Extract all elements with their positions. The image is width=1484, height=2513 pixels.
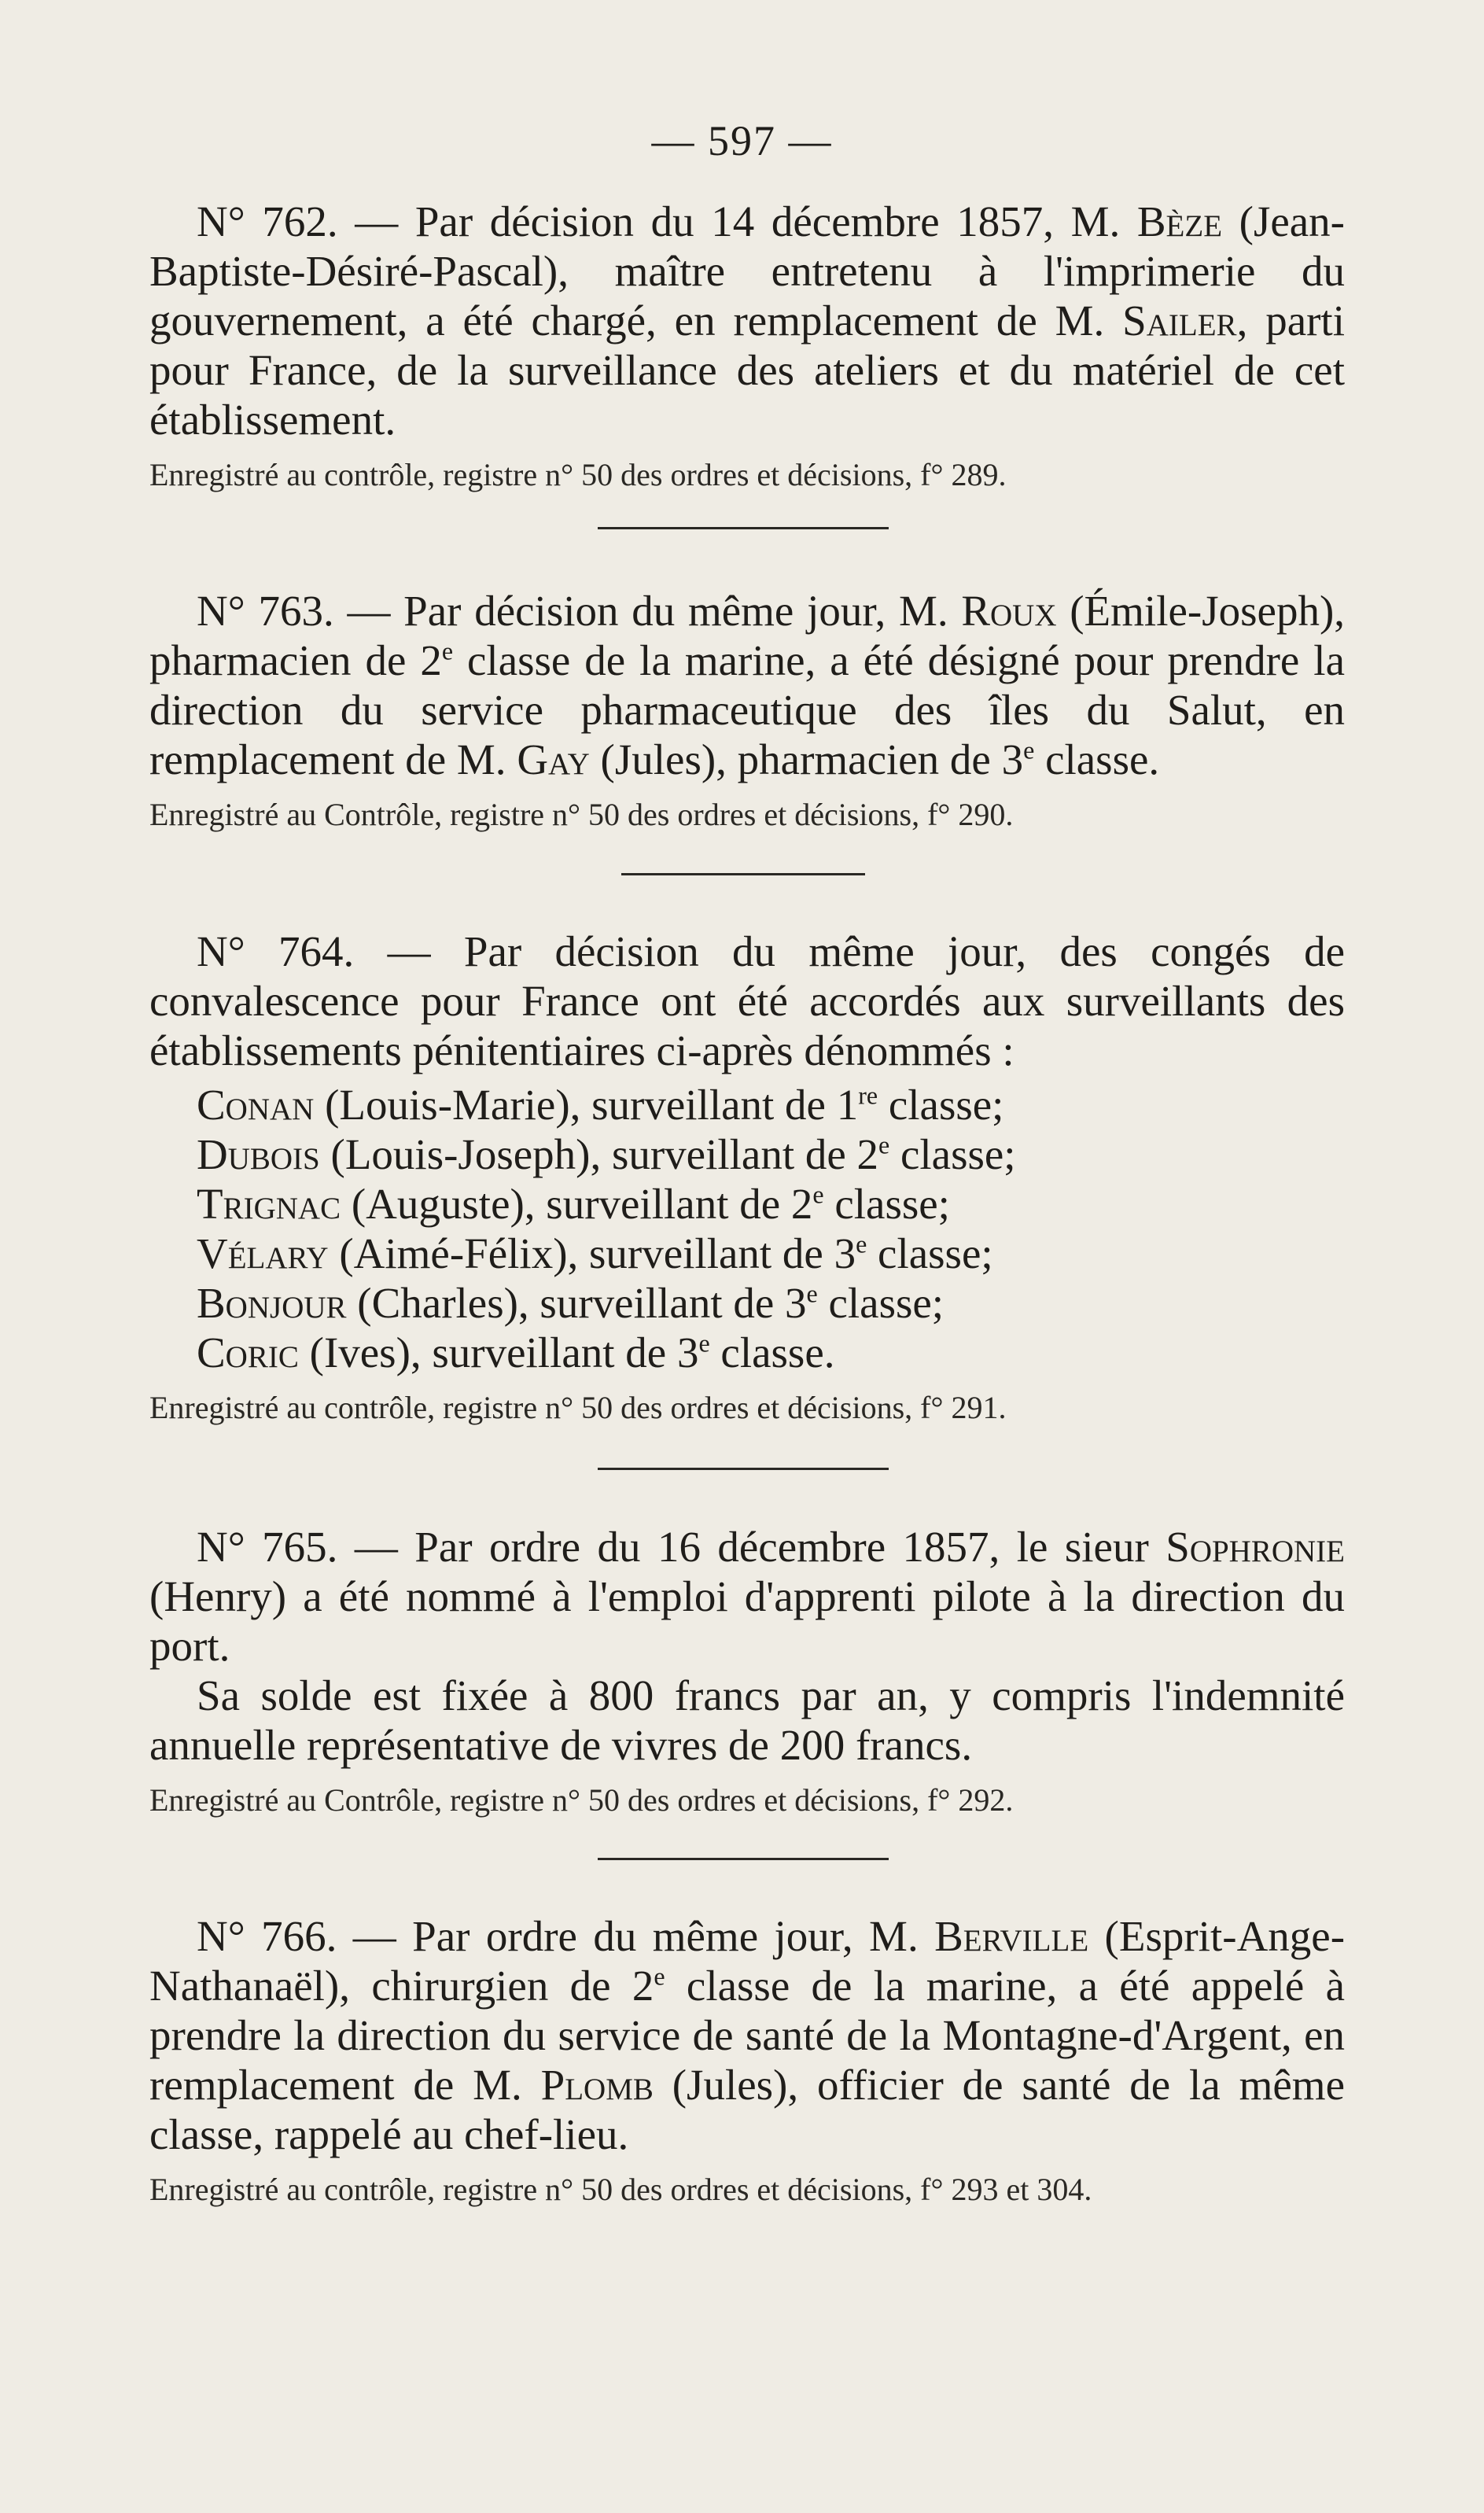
divider (598, 1858, 889, 1860)
registry-note: Enregistré au Contrôle, registre n° 50 des ordres et décisions, f° 292. (149, 1782, 1014, 1818)
list-item: Trignac (Auguste), surveillant de 2e classe; (197, 1180, 950, 1228)
list-item: Coric (Ives), surveillant de 3e classe. (197, 1328, 835, 1376)
person-name: Sailer (1122, 297, 1237, 345)
entry-762-text: N° 762. — Par décision du 14 décembre 1857, M. Bèze (Jean-Baptiste-Désiré-Pascal), maître entretenu à l'imprimerie du gouvernement, a été chargé, en remplacement de M. Sailer, parti pour France, de la surveillance des ateliers et du matériel de cet établissement. (149, 197, 1346, 444)
entry-763-text: N° 763. — Par décision du même jour, M. Roux (Émile-Joseph), pharmacien de 2e classe de la marine, a été désigné pour prendre la direction du service pharmaceutique des îles du Salut, en remplacement de M. Gay (Jules), pharmacien de 3e classe. (149, 587, 1346, 783)
list-item: Dubois (Louis-Joseph), surveillant de 2e classe; (197, 1130, 1016, 1178)
divider (621, 873, 865, 875)
entry-765-text-2: Sa solde est fixée à 800 francs par an, y compris l'indemnité annuelle représentative de vivres de 200 francs. (149, 1671, 1345, 1769)
entry-766 (149, 1911, 1345, 2211)
person-name: Roux (961, 587, 1057, 635)
list-item: Conan (Louis-Marie), surveillant de 1re classe; (197, 1081, 1004, 1129)
page-number: — 597 — (651, 117, 833, 164)
entry-764 (149, 927, 1345, 1429)
person-name: Sophronie (1165, 1523, 1345, 1571)
registry-note: Enregistré au contrôle, registre n° 50 des ordres et décisions, f° 289. (149, 457, 1007, 492)
entry-number: N° 762. (197, 197, 338, 245)
list-item: Vélary (Aimé-Félix), surveillant de 3e classe; (197, 1229, 993, 1277)
person-name: Berville (934, 1912, 1089, 1960)
registry-note: Enregistré au contrôle, registre n° 50 des ordres et décisions, f° 291. (149, 1390, 1007, 1425)
entry-762 (149, 197, 1345, 496)
divider (598, 1468, 889, 1470)
registry-note: Enregistré au Contrôle, registre n° 50 des ordres et décisions, f° 290. (149, 797, 1014, 832)
entry-765-text: N° 765. — Par ordre du 16 décembre 1857, le sieur Sophronie (Henry) a été nommé à l'emploi d'apprenti pilote à la direction du port. (149, 1523, 1345, 1670)
entry-765 (149, 1522, 1345, 1822)
list-item: Bonjour (Charles), surveillant de 3e classe; (197, 1279, 945, 1327)
divider (598, 527, 889, 529)
person-name: Plomb (540, 2061, 654, 2109)
entry-763 (149, 586, 1345, 836)
entry-766-text: N° 766. — Par ordre du même jour, M. Berville (Esprit-Ange-Nathanaël), chirurgien de 2e classe de la marine, a été appelé à prendre la direction du service de santé de la Montagne-d'Argent, en remplacement de M. Plomb (Jules), officier de santé de la même classe, rappelé au chef-lieu. (149, 1912, 1346, 2158)
surveillant-list (149, 1080, 1345, 1377)
person-name: Gay (517, 735, 590, 783)
registry-note: Enregistré au contrôle, registre n° 50 des ordres et décisions, f° 293 et 304. (149, 2172, 1092, 2207)
entry-number: N° 765. (197, 1523, 338, 1571)
entry-number: N° 764. (197, 927, 355, 975)
entry-number: N° 766. (197, 1912, 337, 1960)
person-name: Bèze (1136, 197, 1223, 245)
entry-764-text: N° 764. — Par décision du même jour, des congés de convalescence pour France ont été accordés aux surveillants des établissements pénitentiaires ci-après dénommés : (149, 927, 1345, 1074)
entry-number: N° 763. (197, 587, 334, 635)
